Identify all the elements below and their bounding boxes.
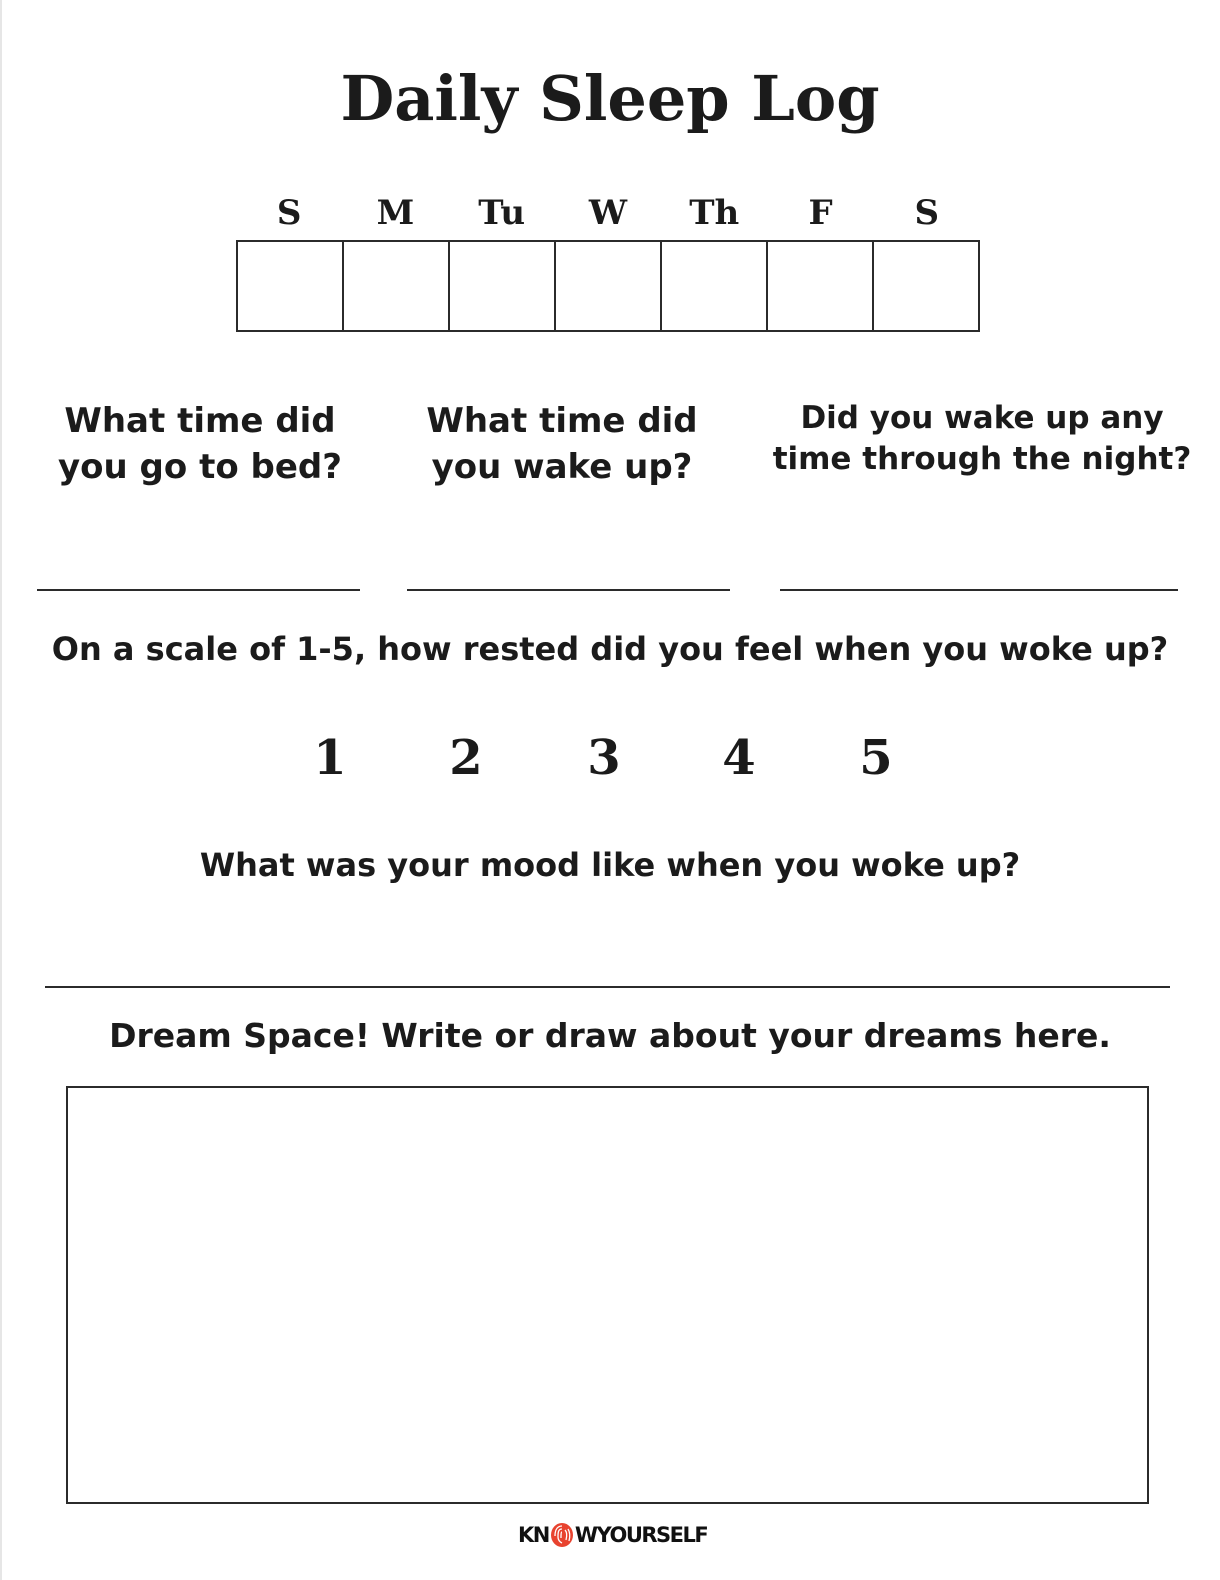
scale-option-5[interactable]: 5: [859, 730, 893, 786]
day-label-sunday: S: [276, 193, 302, 233]
day-boxes: [236, 240, 980, 332]
day-box-saturday[interactable]: [874, 242, 978, 330]
wake-time-answer-line[interactable]: [407, 589, 730, 591]
scale-option-4[interactable]: 4: [722, 730, 756, 786]
day-box-monday[interactable]: [344, 242, 450, 330]
fingerprint-icon: [550, 1522, 574, 1548]
night-waking-question: Did you wake up any time through the night?: [772, 400, 1192, 477]
mood-answer-line[interactable]: [45, 986, 1170, 988]
day-label-friday: F: [808, 193, 833, 233]
mood-question: What was your mood like when you woke up?: [199, 846, 1021, 884]
rested-scale-question: On a scale of 1-5, how rested did you feel when you woke up?: [51, 630, 1169, 668]
day-box-wednesday[interactable]: [556, 242, 662, 330]
logo-text-left: KN: [518, 1523, 549, 1547]
day-label-tuesday: Tu: [478, 193, 526, 233]
dream-space-box[interactable]: [66, 1086, 1149, 1504]
bedtime-answer-line[interactable]: [37, 589, 360, 591]
logo-text-right: WYOURSELF: [574, 1523, 708, 1547]
day-box-tuesday[interactable]: [450, 242, 556, 330]
wake-time-question: What time did you wake up?: [426, 401, 698, 487]
know-yourself-logo: [518, 1521, 707, 1549]
day-label-thursday: Th: [689, 193, 740, 233]
night-waking-answer-line[interactable]: [780, 589, 1178, 591]
day-box-sunday[interactable]: [238, 242, 344, 330]
day-label-wednesday: W: [588, 193, 628, 233]
day-box-thursday[interactable]: [662, 242, 768, 330]
day-box-friday[interactable]: [768, 242, 874, 330]
page-edge: [0, 0, 2, 1580]
day-label-saturday: S: [914, 193, 940, 233]
day-labels: [236, 190, 980, 236]
dream-space-prompt: Dream Space! Write or draw about your dreams here.: [109, 1016, 1111, 1055]
day-label-monday: M: [376, 193, 415, 233]
page-title: Daily Sleep Log: [340, 62, 880, 135]
scale-option-3[interactable]: 3: [587, 730, 621, 786]
scale-option-2[interactable]: 2: [449, 730, 483, 786]
day-selector: [236, 190, 980, 336]
scale-option-1[interactable]: 1: [313, 730, 347, 786]
bedtime-question: What time did you go to bed?: [57, 401, 342, 487]
